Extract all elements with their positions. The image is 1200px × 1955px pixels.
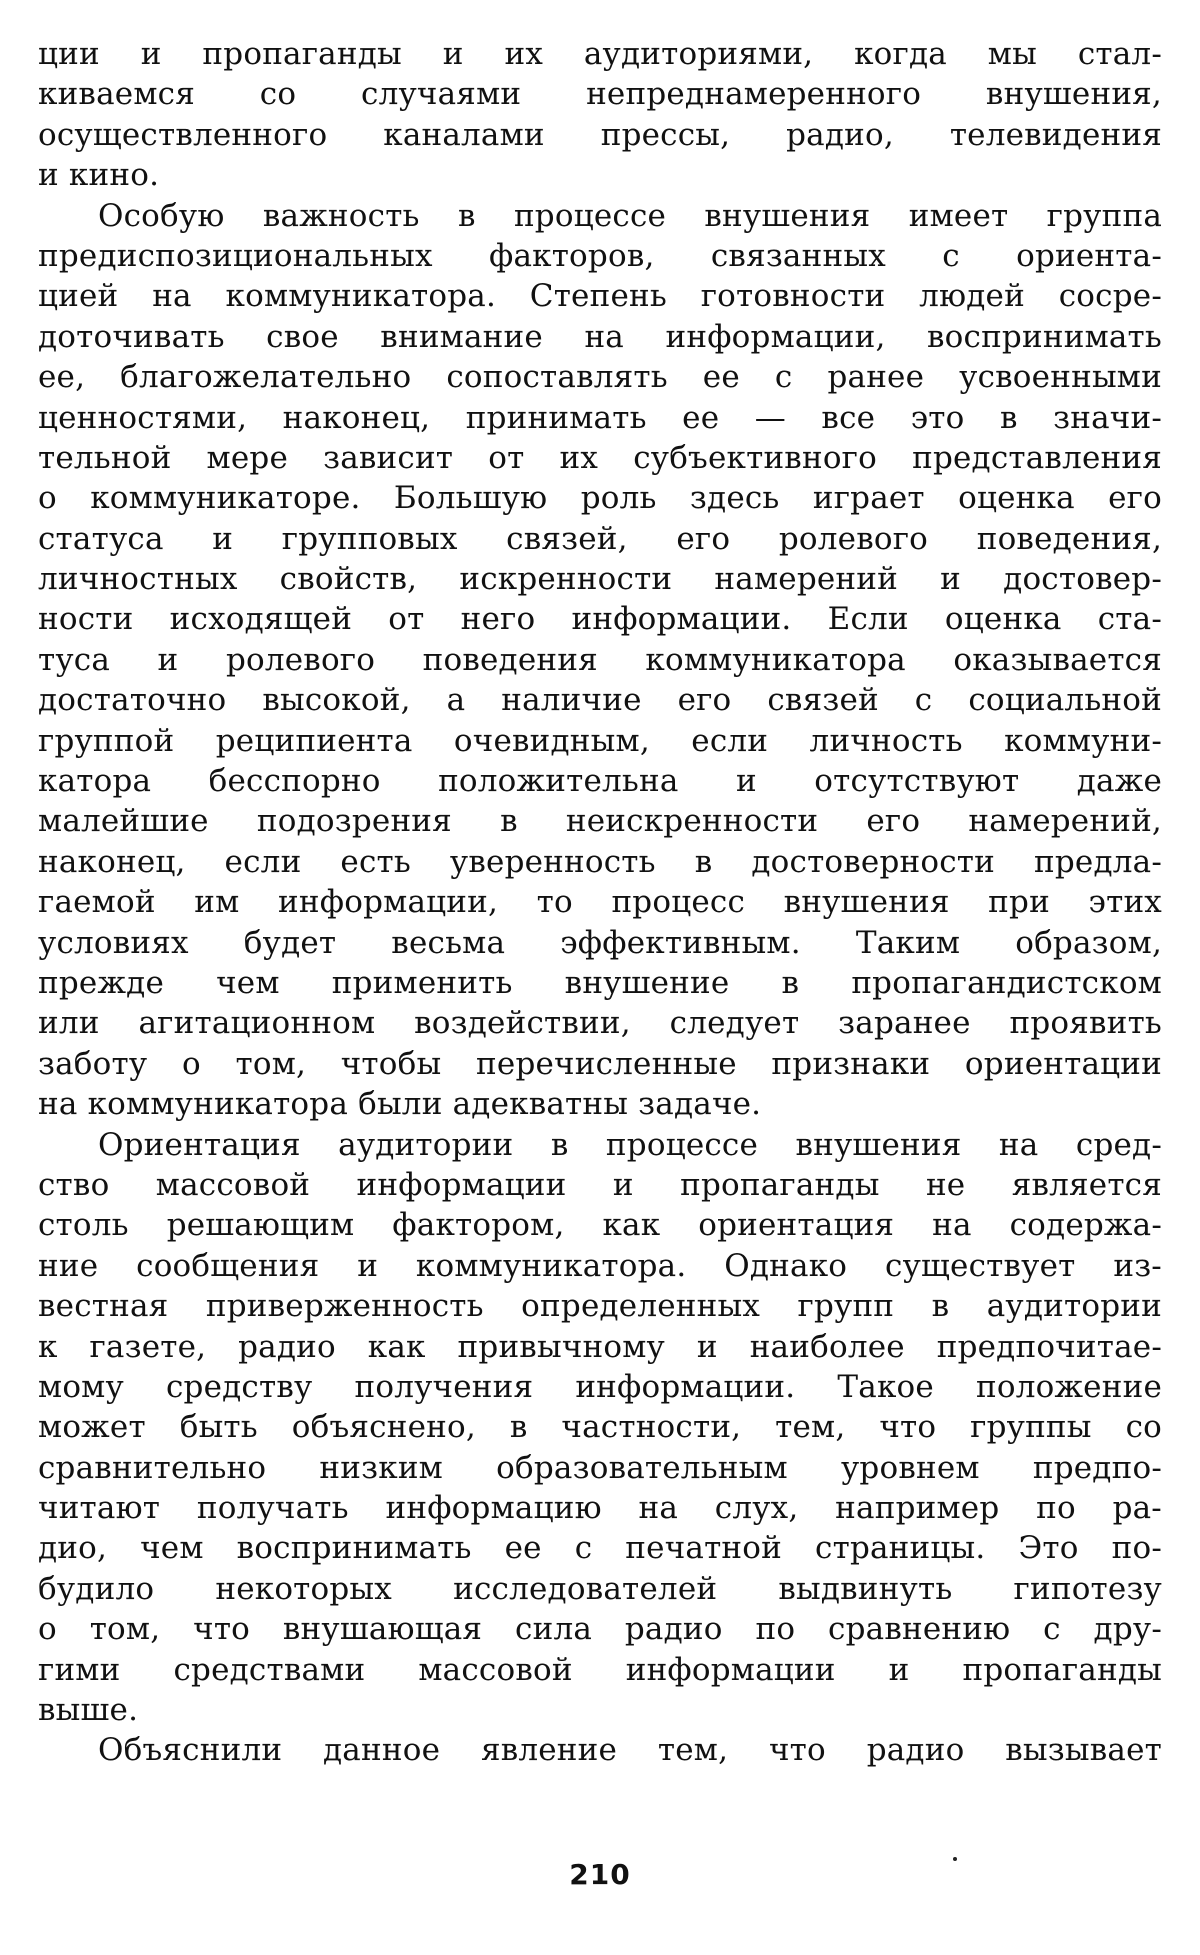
text-line: дио, чем воспринимать ее с печатной страницы. Это по- bbox=[38, 1530, 1162, 1567]
text-line: читают получать информацию на слух, например по ра- bbox=[38, 1490, 1162, 1527]
paragraph-2 bbox=[38, 196, 1162, 1125]
text-line: туса и ролевого поведения коммуникатора оказывается bbox=[38, 641, 1162, 678]
text-line: будило некоторых исследователей выдвинуть гипотезу bbox=[38, 1570, 1162, 1607]
text-line: ние сообщения и коммуникатора. Однако существует из- bbox=[38, 1247, 1162, 1284]
page-number: 210 bbox=[569, 1858, 631, 1891]
text-line: Ориентация аудитории в процессе внушения на сред- bbox=[98, 1126, 1162, 1163]
text-line: киваемся со случаями непреднамеренного внушения, bbox=[38, 76, 1162, 113]
text-line: тельной мере зависит от их субъективного представления bbox=[38, 439, 1162, 476]
text-line: цией на коммуникатора. Степень готовности людей сосре- bbox=[38, 278, 1162, 315]
text-line: или агитационном воздействии, следует заранее проявить bbox=[38, 1005, 1162, 1042]
text-line: Объяснили данное явление тем, что радио вызывает bbox=[98, 1732, 1162, 1769]
text-line: мому средству получения информации. Такое положение bbox=[38, 1368, 1162, 1405]
text-line: ценностями, наконец, принимать ее — все это в значи- bbox=[38, 399, 1162, 436]
text-line: и кино. bbox=[38, 157, 160, 194]
text-line: может быть объяснено, в частности, тем, что группы со bbox=[38, 1409, 1162, 1446]
text-line: заботу о том, чтобы перечисленные признаки ориентации bbox=[38, 1045, 1162, 1082]
text-line: о том, что внушающая сила радио по сравнению с дру- bbox=[38, 1611, 1162, 1648]
text-line: ее, благожелательно сопоставлять ее с ранее усвоенными bbox=[38, 359, 1162, 396]
text-line: на коммуникатора были адекватны задаче. bbox=[38, 1086, 762, 1123]
text-line: доточивать свое внимание на информации, воспринимать bbox=[38, 318, 1162, 355]
text-line: ство массовой информации и пропаганды не является bbox=[38, 1166, 1162, 1203]
text-line: личностных свойств, искренности намерений и достовер- bbox=[38, 561, 1162, 598]
text-line: достаточно высокой, а наличие его связей с социальной bbox=[38, 682, 1162, 719]
text-line: катора бесспорно положительна и отсутствуют даже bbox=[38, 763, 1162, 800]
text-line: наконец, если есть уверенность в достоверности предла- bbox=[38, 843, 1162, 880]
text-line: малейшие подозрения в неискренности его намерений, bbox=[38, 803, 1162, 840]
text-line: осуществленного каналами прессы, радио, телевидения bbox=[38, 116, 1162, 153]
text-line: столь решающим фактором, как ориентация на содержа- bbox=[38, 1207, 1162, 1244]
text-line: вестная приверженность определенных групп в аудитории bbox=[38, 1288, 1162, 1325]
text-line: статуса и групповых связей, его ролевого поведения, bbox=[38, 520, 1162, 557]
text-line: ции и пропаганды и их аудиториями, когда мы стал- bbox=[38, 36, 1162, 72]
text-line: предиспозициональных факторов, связанных с ориента- bbox=[38, 237, 1162, 274]
text-line: прежде чем применить внушение в пропагандистском bbox=[38, 964, 1162, 1001]
text-line: группой реципиента очевидным, если личность коммуни- bbox=[38, 722, 1162, 759]
text-line: условиях будет весьма эффективным. Таким образом, bbox=[38, 924, 1162, 961]
paragraph-3 bbox=[38, 1125, 1162, 1731]
text-line: сравнительно низким образовательным уровнем предпо- bbox=[38, 1449, 1162, 1486]
text-line: Особую важность в процессе внушения имеет группа bbox=[98, 197, 1162, 234]
page-body bbox=[38, 34, 1162, 1771]
text-line: к газете, радио как привычному и наиболее предпочитае- bbox=[38, 1328, 1162, 1365]
text-line: ности исходящей от него информации. Если оценка ста- bbox=[38, 601, 1162, 638]
text-line: гими средствами массовой информации и пропаганды bbox=[38, 1651, 1162, 1688]
print-speck bbox=[953, 1857, 957, 1861]
text-line: гаемой им информации, то процесс внушения при этих bbox=[38, 884, 1162, 921]
text-line: о коммуникаторе. Большую роль здесь играет оценка его bbox=[38, 480, 1162, 517]
text-line: выше. bbox=[38, 1692, 139, 1729]
paragraph-4 bbox=[38, 1730, 1162, 1770]
paragraph-1 bbox=[38, 34, 1162, 196]
